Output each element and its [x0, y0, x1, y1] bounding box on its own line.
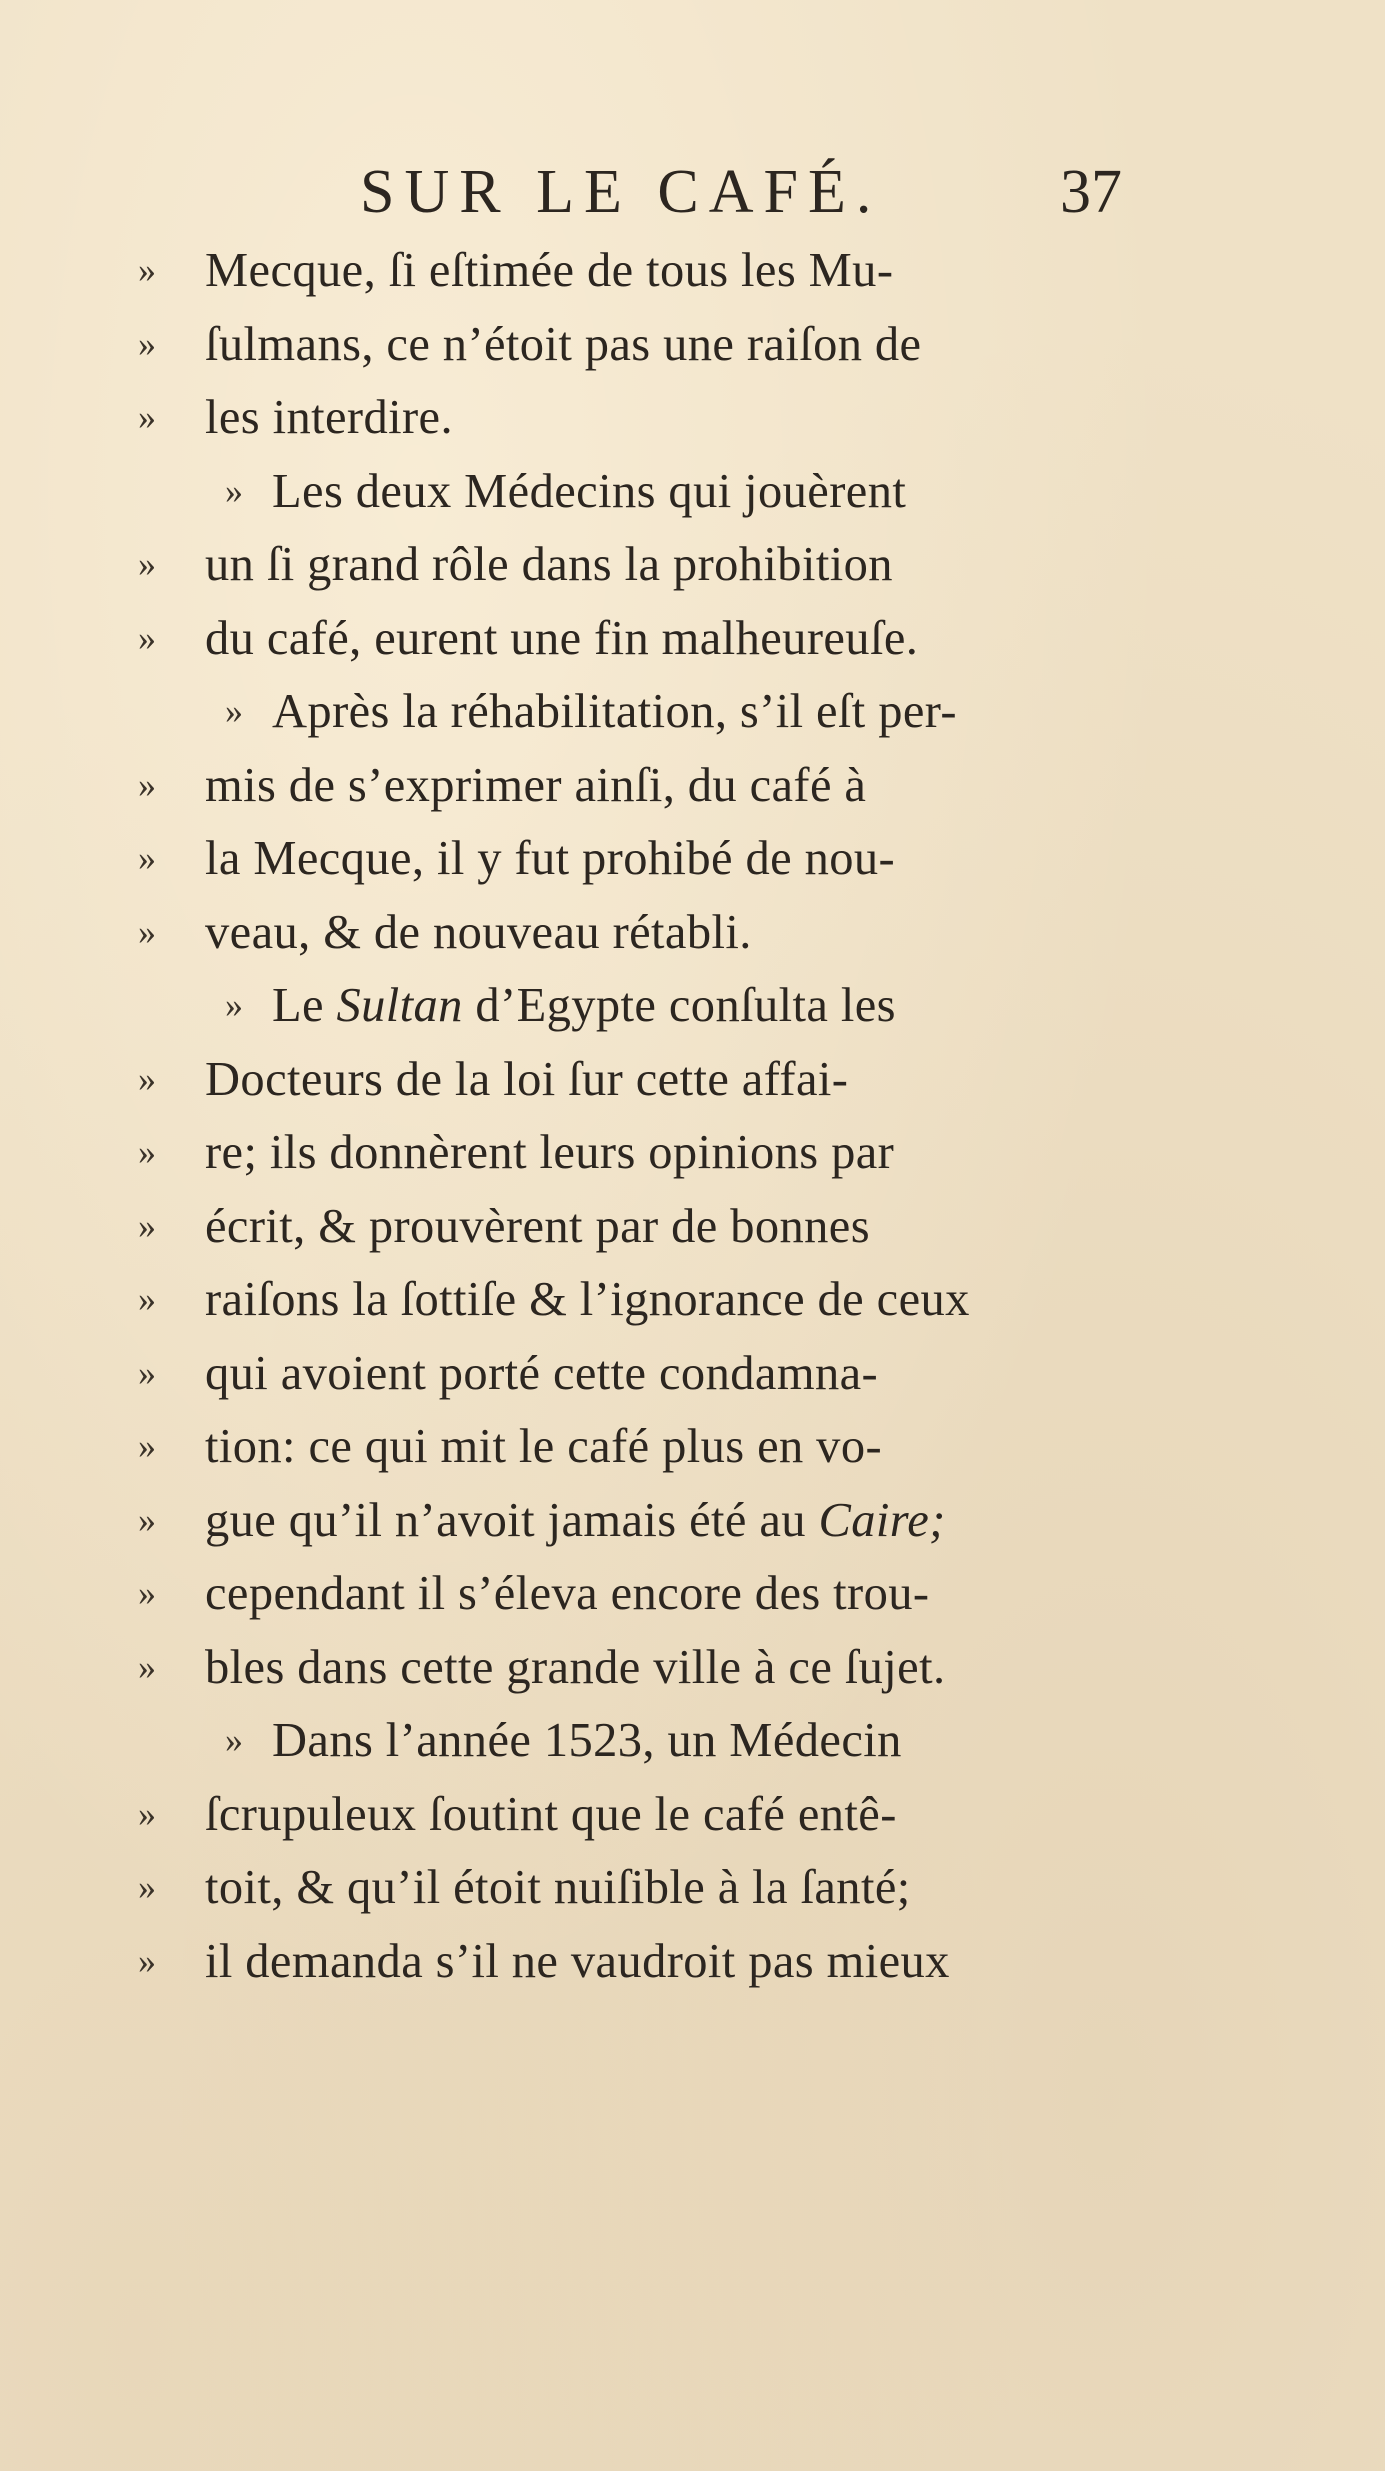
line-text: Après la réhabilitation, s’il eſt per- [272, 685, 957, 738]
paragraph-start-line [0, 675, 1385, 749]
line-text: il demanda s’il ne vaudroit pas mieux [205, 1934, 950, 1988]
quotation-mark: » [225, 691, 243, 731]
quotation-mark: » [138, 544, 156, 584]
quotation-mark: » [138, 1132, 156, 1172]
line-text: tion: ce qui mit le café plus en vo- [205, 1420, 883, 1473]
text-line [0, 1337, 1385, 1411]
quotation-mark: » [138, 1205, 156, 1246]
line-text-segment: Le [272, 979, 337, 1032]
text-line [0, 1116, 1385, 1190]
quotation-mark: » [138, 250, 156, 290]
line-text: Les deux Médecins qui jouèrent [272, 464, 907, 518]
italic-word: Caire; [818, 1493, 946, 1547]
text-line [0, 1778, 1385, 1852]
line-text-segment: d’Egypte conſulta les [462, 979, 896, 1032]
line-text: cependant il s’éleva encore des trou- [205, 1567, 930, 1620]
quotation-mark: » [138, 1646, 156, 1687]
quotation-mark: » [138, 1426, 156, 1466]
quotation-mark: » [225, 470, 243, 511]
text-line [0, 1925, 1385, 1999]
quotation-mark: » [225, 1720, 243, 1760]
text-line [0, 1484, 1385, 1558]
running-head [0, 152, 1385, 232]
text-line [0, 1410, 1385, 1484]
line-text: toit, & qu’il étoit nuiſible à la ſanté; [205, 1861, 911, 1914]
text-line [0, 1557, 1385, 1631]
line-text: un ſi grand rôle dans la prohibition [205, 538, 893, 591]
quotation-mark: » [138, 323, 156, 364]
italic-word: Sultan [336, 979, 463, 1032]
line-text: Docteurs de la loi ſur cette affai- [205, 1052, 849, 1106]
text-line [0, 1631, 1385, 1705]
quotation-mark: » [138, 1867, 156, 1907]
line-text: écrit, & prouvèrent par de bonnes [205, 1199, 871, 1253]
quotation-mark: » [138, 1058, 156, 1099]
text-line [0, 749, 1385, 823]
body-text [0, 234, 1385, 1998]
text-line [0, 822, 1385, 896]
line-text: mis de s’exprimer ainſi, du café à [205, 758, 867, 812]
quotation-mark: » [138, 764, 156, 805]
quotation-mark: » [138, 1793, 156, 1834]
quotation-mark: » [138, 1279, 156, 1319]
paragraph-start-line [0, 1704, 1385, 1778]
quotation-mark: » [225, 985, 243, 1025]
text-line [0, 1851, 1385, 1925]
running-title: SUR LE CAFÉ. [360, 158, 882, 226]
line-text: re; ils donnèrent leurs opinions par [205, 1126, 895, 1179]
paragraph-start-line [0, 455, 1385, 529]
text-line [0, 381, 1385, 455]
text-line [0, 234, 1385, 308]
line-text: ſulmans, ce n’étoit pas une raiſon de [205, 317, 922, 371]
text-line [0, 1043, 1385, 1117]
quotation-mark: » [138, 1499, 156, 1540]
text-line [0, 1190, 1385, 1264]
line-text [272, 969, 896, 1043]
line-text: Dans l’année 1523, un Médecin [272, 1714, 902, 1767]
line-text: qui avoient porté cette condamna- [205, 1346, 879, 1400]
line-text: raiſons la ſottiſe & l’ignorance de ceux [205, 1273, 970, 1326]
page-number: 37 [1060, 158, 1122, 226]
line-text-segment: gue qu’il n’avoit jamais été au [205, 1493, 819, 1547]
quotation-mark: » [138, 617, 156, 658]
text-line [0, 896, 1385, 970]
line-text: du café, eurent une fin malheureuſe. [205, 611, 919, 665]
quotation-mark: » [138, 397, 156, 437]
quotation-mark: » [138, 911, 156, 952]
line-text: ſcrupuleux ſoutint que le café entê- [205, 1787, 897, 1841]
line-text: la Mecque, il y fut prohibé de nou- [205, 832, 896, 885]
quotation-mark: » [138, 1352, 156, 1393]
line-text [205, 1484, 946, 1558]
line-text: Mecque, ſi eſtimée de tous les Mu- [205, 244, 894, 297]
quotation-mark: » [138, 1573, 156, 1613]
line-text: veau, & de nouveau rétabli. [205, 905, 752, 959]
paragraph-start-line [0, 969, 1385, 1043]
line-text: les interdire. [205, 391, 454, 444]
text-line [0, 528, 1385, 602]
line-text: bles dans cette grande ville à ce ſujet. [205, 1640, 946, 1694]
text-line [0, 1263, 1385, 1337]
quotation-mark: » [138, 1940, 156, 1981]
text-line [0, 308, 1385, 382]
text-line [0, 602, 1385, 676]
quotation-mark: » [138, 838, 156, 878]
